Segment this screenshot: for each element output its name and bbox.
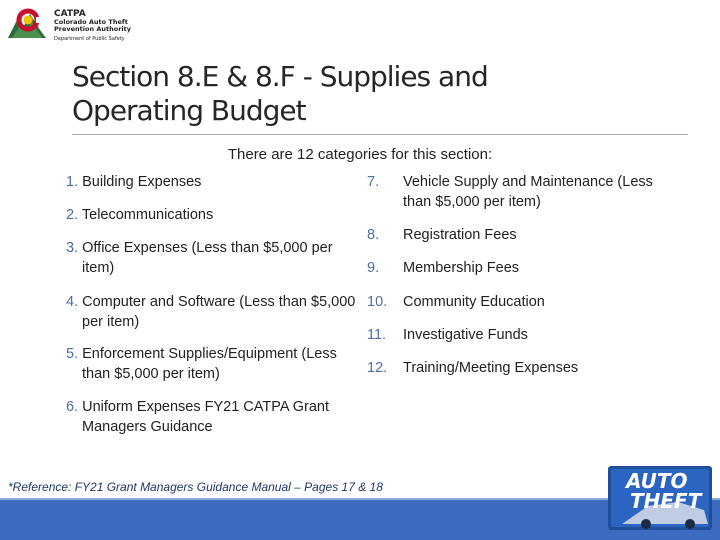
list-item (367, 225, 667, 245)
item-number: 1. (66, 174, 79, 190)
item-text: Registration Fees (403, 227, 517, 243)
list-item (66, 172, 372, 192)
list-item (367, 258, 667, 278)
title-divider (72, 134, 688, 135)
item-text: Enforcement Supplies/Equipment (Less than $5,000 per item) (82, 346, 337, 382)
list-item (66, 397, 382, 437)
auto-theft-car-icon (608, 466, 712, 530)
slide-title-line-2: Operating Budget (72, 94, 306, 127)
list-item (367, 172, 667, 212)
logo-subtitle-2: Prevention Authority (54, 25, 131, 34)
item-number: 5. (66, 346, 79, 362)
item-text: Uniform Expenses FY21 CATPA Grant Managers Guidance (82, 399, 329, 435)
list-item (367, 292, 667, 312)
item-text: Computer and Software (Less than $5,000 per item) (82, 294, 356, 330)
right-category-list (367, 172, 667, 392)
list-item (66, 344, 362, 384)
colorado-flag-icon (6, 4, 50, 44)
item-number: 12. (367, 360, 388, 376)
item-number: 11. (367, 327, 387, 343)
slide-title-line-1: Section 8.E & 8.F - Supplies and (72, 60, 488, 93)
item-number: 9. (367, 260, 380, 276)
list-item (66, 238, 364, 278)
item-text: Office Expenses (Less than $5,000 per item) (82, 240, 333, 276)
logo-department: Department of Public Safety (54, 36, 125, 43)
badge-line-1: AUTO (626, 469, 688, 493)
item-number: 8. (367, 227, 380, 243)
item-text: Investigative Funds (403, 327, 528, 343)
item-text: Membership Fees (403, 260, 520, 276)
reference-note: *Reference: FY21 Grant Managers Guidance Manual – Pages 17 & 18 (8, 480, 383, 494)
list-item (367, 358, 667, 378)
item-text: Community Education (403, 294, 545, 310)
item-number: 7. (367, 174, 380, 190)
badge-line-2: THEFT (630, 489, 702, 513)
item-number: 2. (66, 207, 79, 223)
item-text: Vehicle Supply and Maintenance (Less than $5,000 per item) (403, 174, 653, 210)
item-text: Building Expenses (82, 174, 202, 190)
logo-subtitle-1: Colorado Auto Theft (54, 18, 128, 27)
logo-name: CATPA (54, 9, 86, 19)
left-category-list (66, 172, 356, 452)
auto-theft-badge (608, 466, 712, 530)
list-item (66, 205, 372, 225)
item-text: Telecommunications (81, 207, 214, 223)
logo-text (54, 10, 131, 42)
item-number: 3. (66, 240, 79, 256)
item-number: 6. (66, 399, 79, 415)
item-number: 4. (66, 294, 79, 310)
item-text: Training/Meeting Expenses (403, 360, 579, 376)
intro-text: There are 12 categories for this section: (227, 146, 493, 163)
list-item (66, 292, 362, 332)
slide-title (72, 60, 672, 128)
list-item (367, 325, 667, 345)
item-number: 10. (367, 294, 388, 310)
catpa-logo (6, 4, 136, 48)
